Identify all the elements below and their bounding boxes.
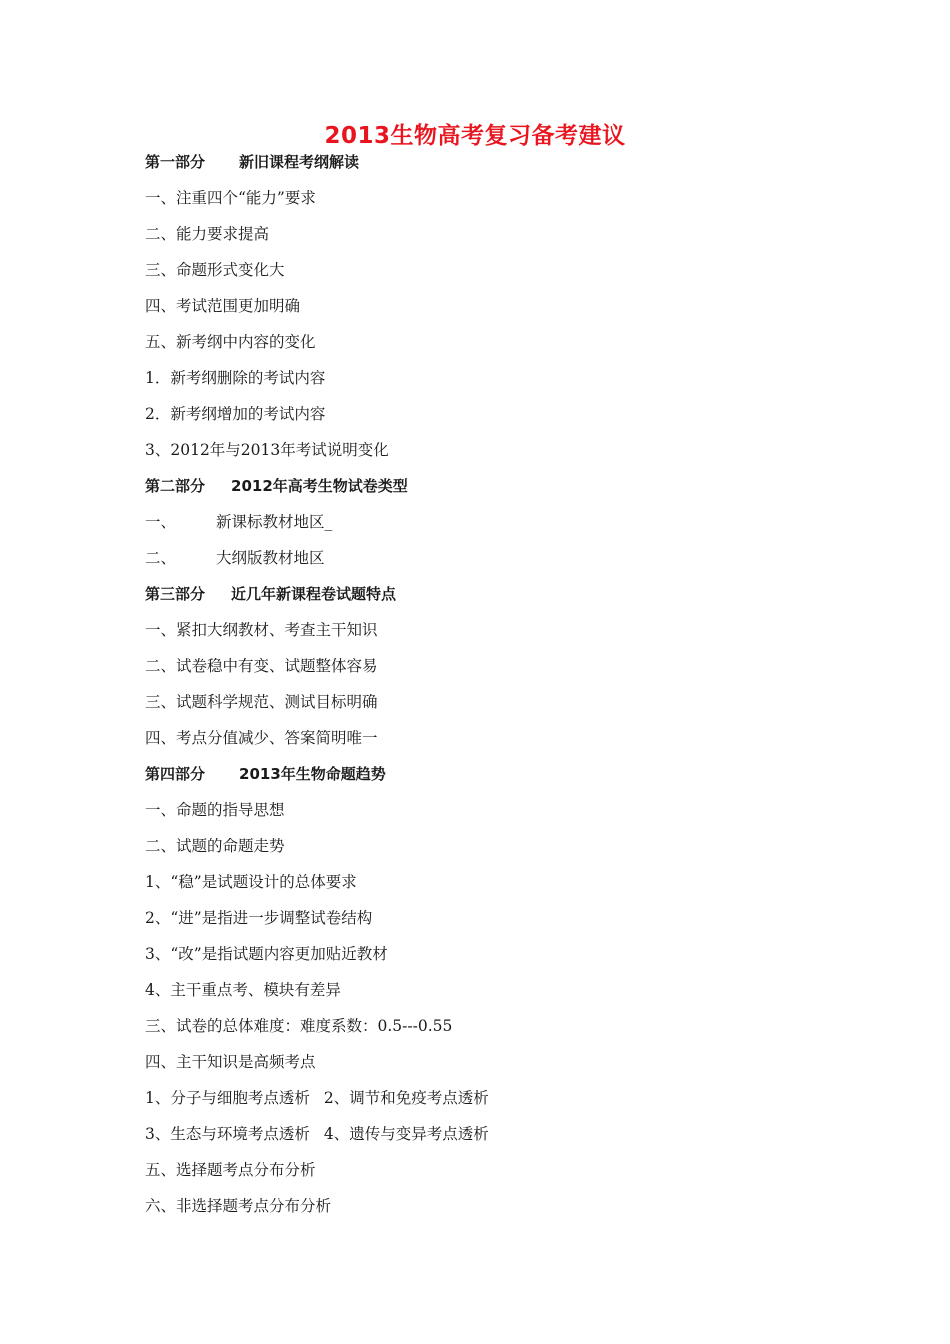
list-item: 四、主干知识是高频考点 <box>145 1053 316 1071</box>
section-label: 第一部分 <box>145 153 206 171</box>
list-item: 二、试卷稳中有变、试题整体容易 <box>145 657 378 675</box>
list-item: 三、试卷的总体难度：难度系数：0.5---0.55 <box>145 1017 453 1035</box>
section-heading-part2 <box>145 472 845 508</box>
section-heading-part1 <box>145 148 845 184</box>
list-item: 二、试题的命题走势 <box>145 837 285 855</box>
list-item: 三、命题形式变化大 <box>145 261 285 279</box>
list-item-number: 二、 <box>145 549 177 567</box>
list-item-pair <box>145 1084 845 1120</box>
list-item <box>145 544 845 580</box>
section-title: 新旧课程考纲解读 <box>239 153 360 171</box>
section-label: 第四部分 <box>145 765 206 783</box>
section-title: 近几年新课程卷试题特点 <box>231 585 397 603</box>
list-item: 1．新考纲删除的考试内容 <box>145 369 326 387</box>
list-item: 六、非选择题考点分布分析 <box>145 1197 332 1215</box>
section-heading-part3 <box>145 580 845 616</box>
list-item: 2、“进”是指进一步调整试卷结构 <box>145 909 373 927</box>
list-item: 二、能力要求提高 <box>145 225 270 243</box>
list-item-number: 一、 <box>145 513 177 531</box>
section-title: 2012年高考生物试卷类型 <box>231 477 408 495</box>
list-item: 五、新考纲中内容的变化 <box>145 333 316 351</box>
document-body <box>145 148 845 1228</box>
list-item-text: 3、生态与环境考点透析 <box>145 1125 310 1143</box>
list-item-text: 1、分子与细胞考点透析 <box>145 1089 310 1107</box>
list-item: 四、考试范围更加明确 <box>145 297 301 315</box>
list-item <box>145 508 845 544</box>
list-item: 三、试题科学规范、测试目标明确 <box>145 693 378 711</box>
list-item: 1、“稳”是试题设计的总体要求 <box>145 873 357 891</box>
section-title: 2013年生物命题趋势 <box>239 765 386 783</box>
list-item-text: 2、调节和免疫考点透析 <box>323 1089 489 1107</box>
list-item: 4、主干重点考、模块有差异 <box>145 981 341 999</box>
section-heading-part4 <box>145 760 845 796</box>
section-label: 第三部分 <box>145 585 206 603</box>
list-item: 一、注重四个“能力”要求 <box>145 189 316 207</box>
list-item: 五、选择题考点分布分析 <box>145 1161 316 1179</box>
list-item: 3、2012年与2013年考试说明变化 <box>145 441 389 459</box>
section-label: 第二部分 <box>145 477 206 495</box>
list-item-text: 新课标教材地区_ <box>216 513 333 531</box>
list-item-text: 大纲版教材地区 <box>216 549 325 567</box>
list-item: 2．新考纲增加的考试内容 <box>145 405 326 423</box>
list-item: 一、命题的指导思想 <box>145 801 285 819</box>
list-item: 四、考点分值减少、答案简明唯一 <box>145 729 378 747</box>
document-title: 2013生物高考复习备考建议 <box>324 123 626 149</box>
list-item-text: 4、遗传与变异考点透析 <box>323 1125 489 1143</box>
list-item: 一、紧扣大纲教材、考查主干知识 <box>145 621 378 639</box>
list-item-pair <box>145 1120 845 1156</box>
list-item: 3、“改”是指试题内容更加贴近教材 <box>145 945 388 963</box>
